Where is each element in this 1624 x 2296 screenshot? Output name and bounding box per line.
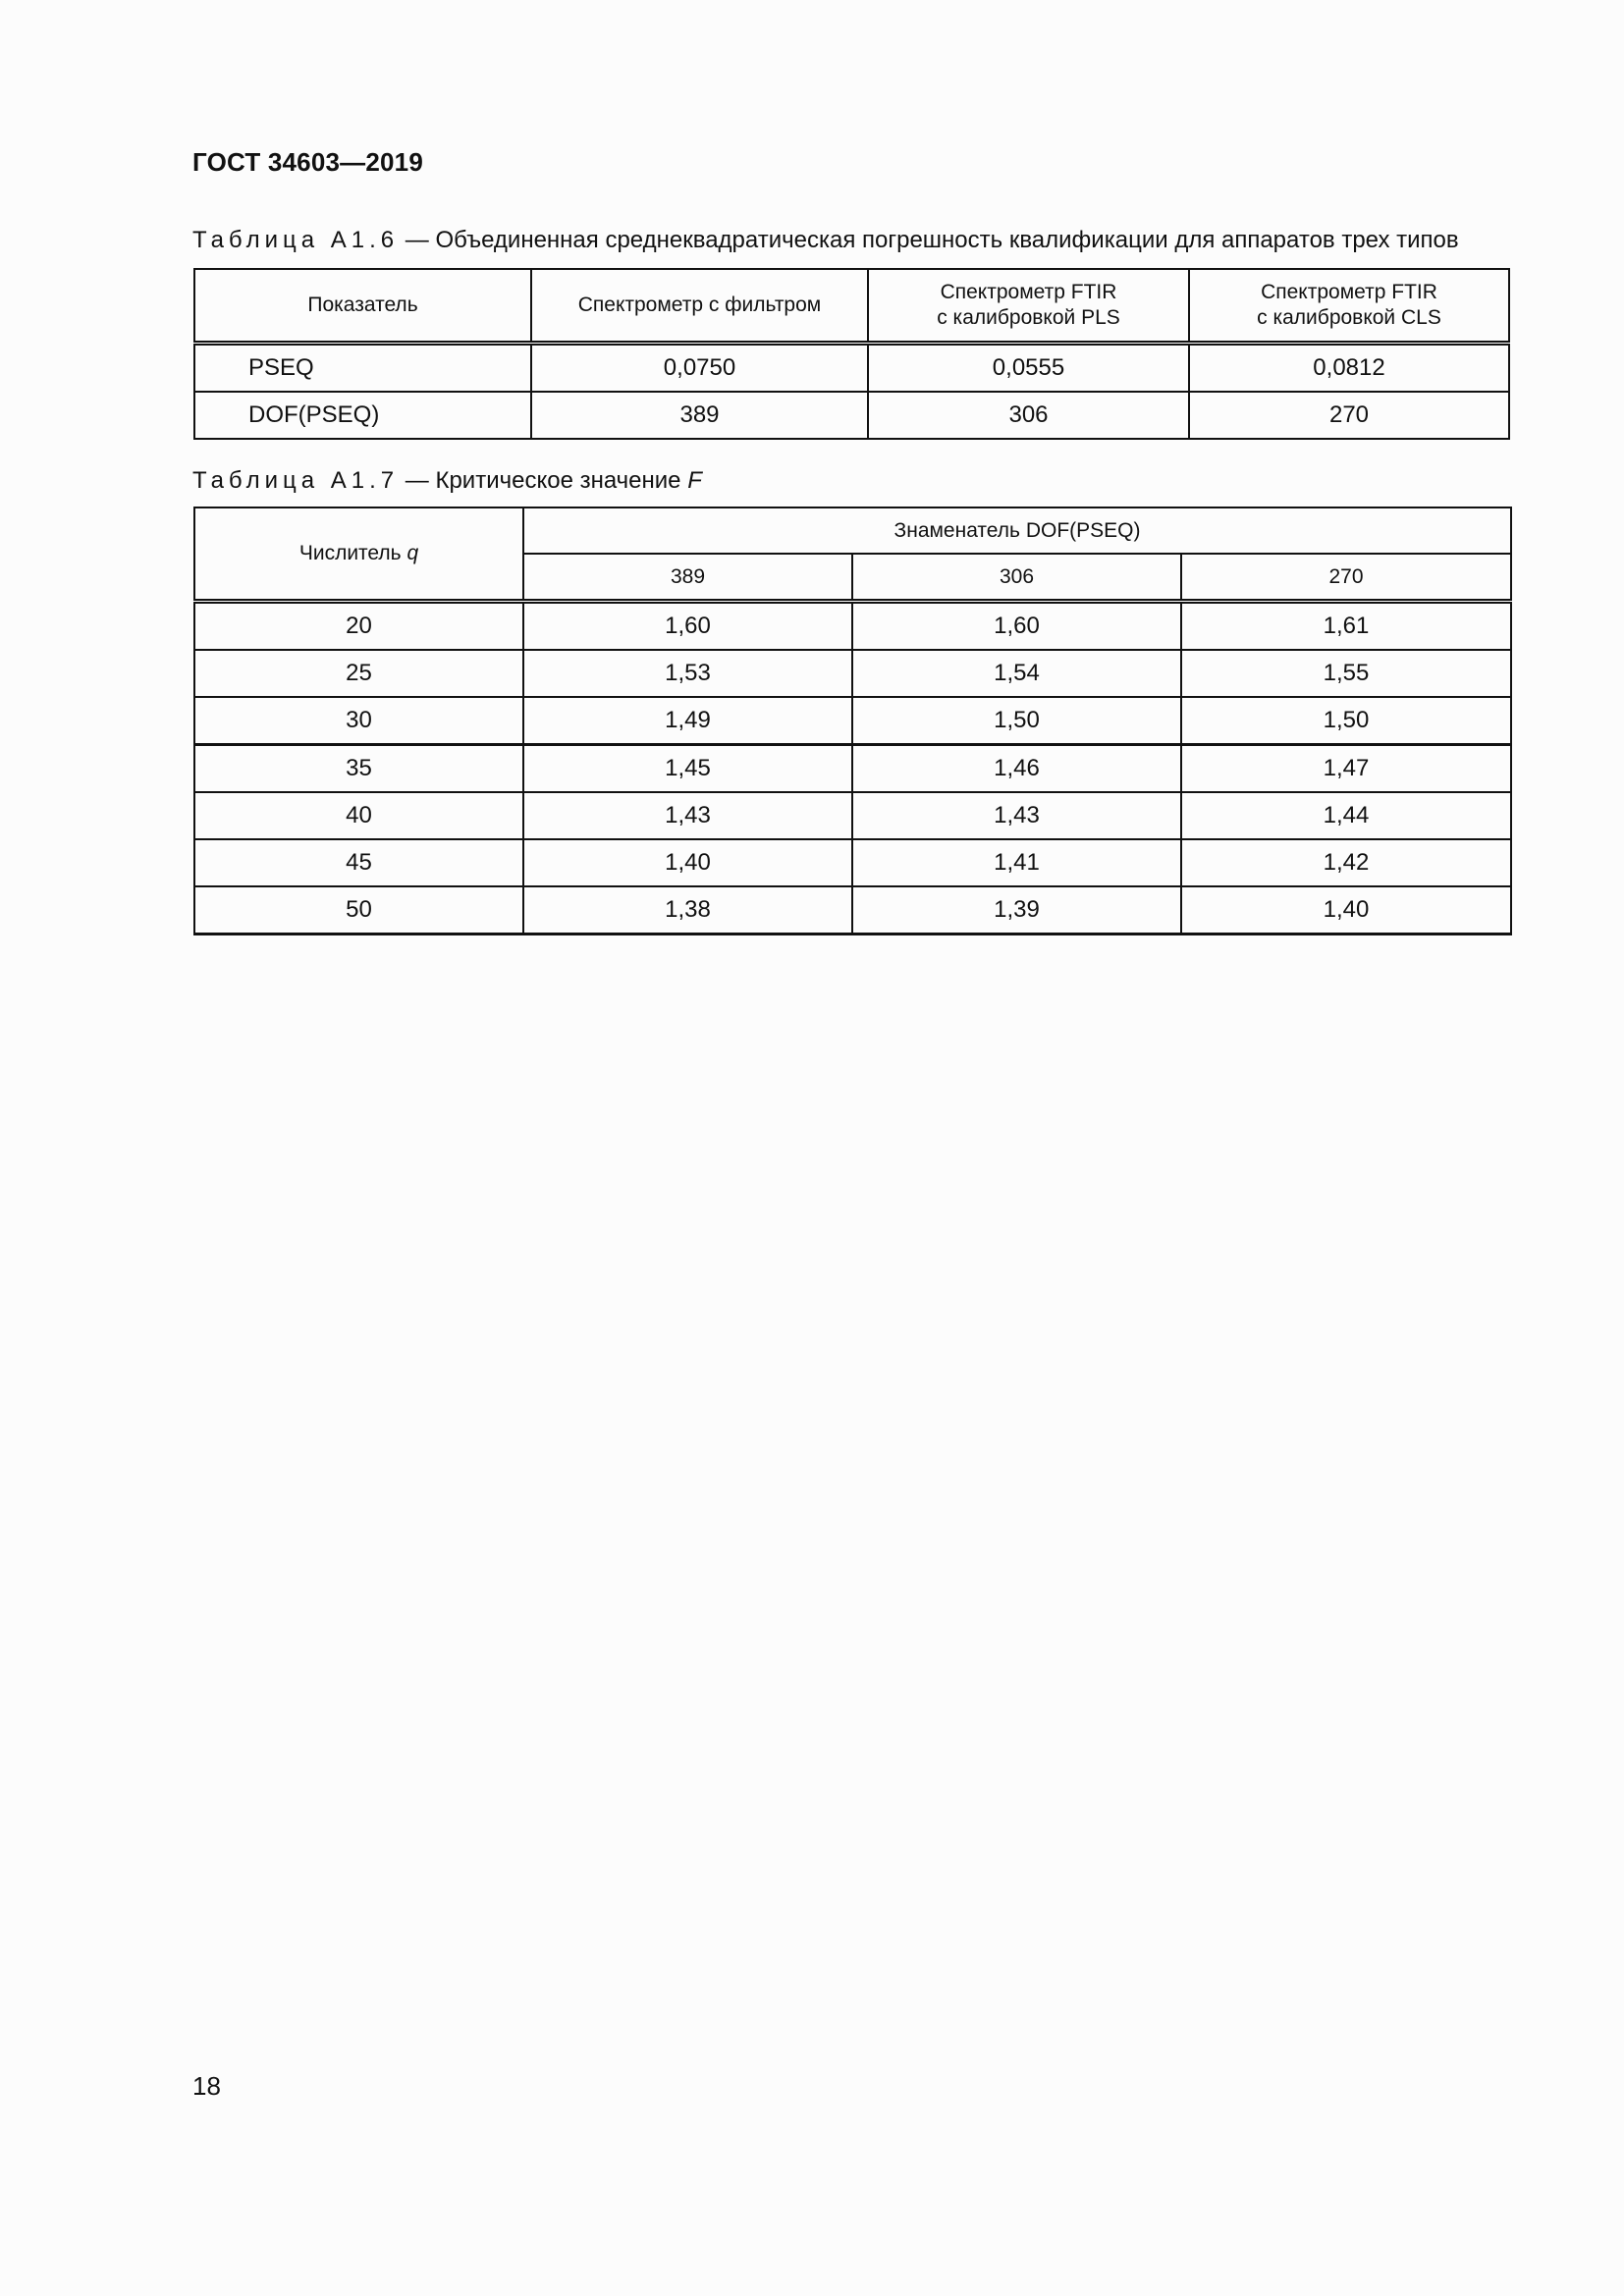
table-cell: 1,60 xyxy=(523,602,852,651)
table-cell: 1,50 xyxy=(852,697,1181,745)
table-cell: 1,61 xyxy=(1181,602,1511,651)
table-row xyxy=(194,697,1511,745)
table-a17-caption-label: Таблица А1.7 xyxy=(192,467,400,494)
table-row xyxy=(194,886,1511,934)
denominator-header: Знаменатель DOF(PSEQ) xyxy=(523,507,1511,554)
table-cell: 1,50 xyxy=(1181,697,1511,745)
table-a16-col-header xyxy=(868,269,1189,344)
table-row xyxy=(194,650,1511,697)
page-number: 18 xyxy=(192,2071,221,2101)
col-header-line: Показатель xyxy=(307,294,418,316)
numerator-cell: 20 xyxy=(194,602,523,651)
col-header-line: Спектрометр FTIR xyxy=(940,281,1117,303)
table-cell: 1,49 xyxy=(523,697,852,745)
table-a16-col-header xyxy=(1189,269,1509,344)
document-header: ГОСТ 34603—2019 xyxy=(192,147,423,177)
table-a17 xyxy=(193,507,1512,935)
table-row xyxy=(194,792,1511,839)
table-cell: 389 xyxy=(531,392,868,439)
numerator-cell: 50 xyxy=(194,886,523,934)
row-label: PSEQ xyxy=(194,344,531,393)
table-a16-col-header xyxy=(194,269,531,344)
table-cell: 1,54 xyxy=(852,650,1181,697)
table-cell: 1,38 xyxy=(523,886,852,934)
table-cell: 1,60 xyxy=(852,602,1181,651)
numerator-header-label: Числитель xyxy=(298,542,407,564)
table-a16-col-header xyxy=(531,269,868,344)
table-cell: 1,44 xyxy=(1181,792,1511,839)
table-cell: 270 xyxy=(1189,392,1509,439)
col-header-line: с калибровкой PLS xyxy=(937,306,1120,329)
table-cell: 1,45 xyxy=(523,745,852,793)
table-cell: 1,41 xyxy=(852,839,1181,886)
table-cell: 1,43 xyxy=(852,792,1181,839)
row-label: DOF(PSEQ) xyxy=(194,392,531,439)
table-cell: 0,0750 xyxy=(531,344,868,393)
table-cell: 1,55 xyxy=(1181,650,1511,697)
table-cell: 0,0812 xyxy=(1189,344,1509,393)
numerator-header xyxy=(194,507,523,602)
table-row xyxy=(194,392,1509,439)
col-header-line: Спектрометр FTIR xyxy=(1261,281,1437,303)
table-cell: 1,53 xyxy=(523,650,852,697)
table-a16 xyxy=(193,268,1510,440)
numerator-cell: 45 xyxy=(194,839,523,886)
table-a17-caption-symbol: F xyxy=(687,467,702,494)
table-cell: 1,47 xyxy=(1181,745,1511,793)
col-header-line: с калибровкой CLS xyxy=(1257,306,1441,329)
table-cell: 1,40 xyxy=(523,839,852,886)
table-a17-caption-text: — Критическое значение xyxy=(399,467,688,494)
table-cell: 1,40 xyxy=(1181,886,1511,934)
table-cell: 1,39 xyxy=(852,886,1181,934)
denominator-value: 306 xyxy=(852,554,1181,602)
table-a16-caption-text: — Объединенная среднеквадратическая погрешность квалификации для аппаратов трех типов xyxy=(399,227,1459,253)
table-row xyxy=(194,745,1511,793)
table-a17-caption xyxy=(192,467,702,495)
table-cell: 1,46 xyxy=(852,745,1181,793)
table-a17-header-row xyxy=(194,507,1511,554)
table-row xyxy=(194,602,1511,651)
denominator-value: 389 xyxy=(523,554,852,602)
numerator-cell: 25 xyxy=(194,650,523,697)
numerator-symbol: q xyxy=(406,542,419,564)
table-row xyxy=(194,839,1511,886)
denominator-value: 270 xyxy=(1181,554,1511,602)
col-header-line: Спектрометр с фильтром xyxy=(577,294,822,316)
table-a16-caption xyxy=(192,227,1459,254)
table-cell: 0,0555 xyxy=(868,344,1189,393)
numerator-cell: 30 xyxy=(194,697,523,745)
numerator-cell: 35 xyxy=(194,745,523,793)
table-cell: 1,43 xyxy=(523,792,852,839)
numerator-cell: 40 xyxy=(194,792,523,839)
table-cell: 1,42 xyxy=(1181,839,1511,886)
table-a16-caption-label: Таблица А1.6 xyxy=(192,227,400,253)
table-row xyxy=(194,344,1509,393)
table-cell: 306 xyxy=(868,392,1189,439)
table-a16-header-row xyxy=(194,269,1509,344)
